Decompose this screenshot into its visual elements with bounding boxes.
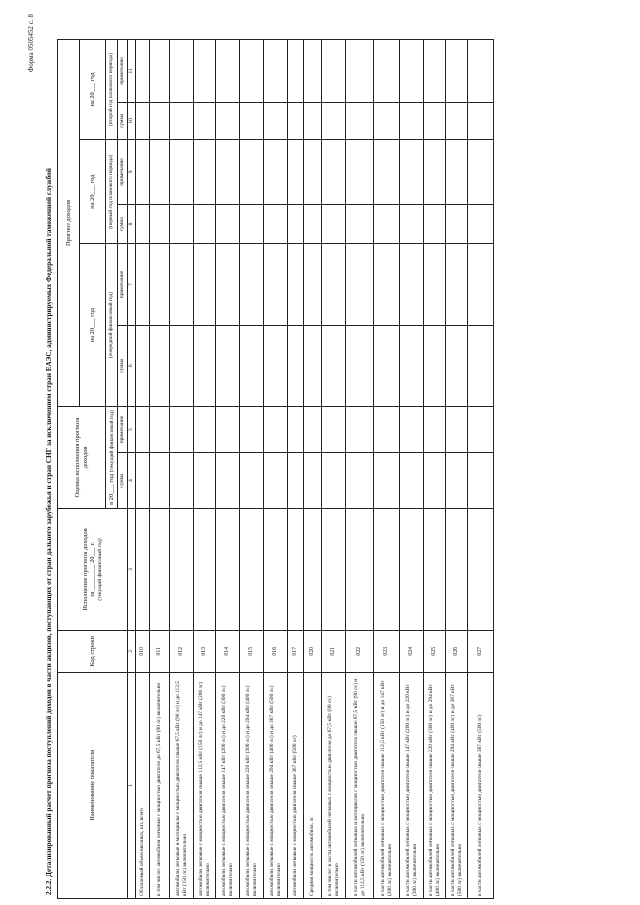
forecast-1-note: (очередной финансовый год) — [106, 244, 118, 407]
value-cell — [288, 102, 304, 139]
row-code: 010 — [136, 630, 150, 672]
value-cell — [446, 509, 468, 631]
row-name: в части автомобилей легковых с мощностью двигателя свыше 367 кВт (500 лс) — [468, 672, 494, 898]
value-cell — [264, 453, 288, 509]
value-cell — [304, 102, 322, 139]
table-row — [424, 40, 446, 899]
row-code: 027 — [468, 630, 494, 672]
value-cell — [374, 453, 400, 509]
value-cell — [424, 406, 446, 452]
column-number: 4 — [128, 453, 136, 509]
table-row — [400, 40, 424, 899]
column-number: 8 — [128, 204, 136, 243]
table-row — [322, 40, 346, 899]
row-name: в части автомобилей легковых с мощностью двигателя свыше 220 кВт (300 лс) и до 294 кВт (400 лс) включительно — [424, 672, 446, 898]
value-cell — [400, 204, 424, 243]
value-cell — [400, 509, 424, 631]
row-name: в части автомобилей легковых и мотоциклов с мощностью двигателя свыше 67,5 кВт (90 лс) и до 112,5 кВт (150 лс) включительно — [346, 672, 374, 898]
value-cell — [424, 453, 446, 509]
row-code: 025 — [424, 630, 446, 672]
value-cell — [322, 406, 346, 452]
column-number: 1 — [128, 672, 136, 898]
estimate-period-note: (текущий финансовый год) — [108, 410, 115, 473]
row-name: автомобили легковые и мотоциклы с мощностью двигателя свыше 67,5 кВт (90 лс) и до 112,5 кВт (150 лс) включительно — [170, 672, 194, 898]
value-cell — [150, 139, 170, 204]
forecast-1-sum-header: сумма — [118, 325, 128, 406]
forecast-3-sum-header: сумма — [118, 102, 128, 139]
row-code: 013 — [194, 630, 216, 672]
value-cell — [136, 453, 150, 509]
value-cell — [216, 139, 240, 204]
value-cell — [240, 509, 264, 631]
value-cell — [150, 244, 170, 325]
column-number: 3 — [128, 509, 136, 631]
value-cell — [304, 406, 322, 452]
value-cell — [240, 204, 264, 243]
row-code: 015 — [240, 630, 264, 672]
value-cell — [150, 102, 170, 139]
value-cell — [240, 325, 264, 406]
table-row — [136, 40, 150, 899]
header-code: Код строки — [58, 630, 128, 672]
table-body — [136, 40, 494, 899]
header-forecast-1 — [80, 244, 106, 407]
row-name: Средняя мощность автомобиля, лс — [304, 672, 322, 898]
column-number: 5 — [128, 406, 136, 452]
value-cell — [424, 509, 446, 631]
value-cell — [446, 244, 468, 325]
value-cell — [446, 406, 468, 452]
header-estimate-title: Оценка исполнения прогноза доходов — [74, 417, 89, 498]
value-cell — [346, 406, 374, 452]
value-cell — [170, 204, 194, 243]
value-cell — [468, 139, 494, 204]
column-number-row — [128, 40, 136, 899]
value-cell — [322, 40, 346, 103]
header-estimate-period — [106, 406, 118, 508]
section-title: 2.2.2. Детализированный расчет прогноза поступлений доходов в части акцизов, поступающих от стран дальнего зарубежья и стран СНГ за исключением стран ЕАЭС, администрируемых Федеральной таможенной службой — [45, 168, 53, 895]
value-cell — [264, 102, 288, 139]
value-cell — [322, 325, 346, 406]
value-cell — [150, 40, 170, 103]
row-code: 024 — [400, 630, 424, 672]
value-cell — [424, 139, 446, 204]
value-cell — [216, 204, 240, 243]
value-cell — [322, 453, 346, 509]
forecast-2-sum-header: сумма — [118, 204, 128, 243]
row-name: автомобили легковые с мощностью двигателя свыше 220 кВт (300 лс) и до 294 кВт (400 лс) включительно — [240, 672, 264, 898]
value-cell — [304, 325, 322, 406]
value-cell — [446, 139, 468, 204]
estimate-period: в 20___ год — [107, 473, 115, 505]
value-cell — [424, 325, 446, 406]
row-code: 012 — [170, 630, 194, 672]
value-cell — [468, 102, 494, 139]
value-cell — [424, 102, 446, 139]
forecast-3-remark-header: примечание — [118, 40, 128, 103]
row-code: 014 — [216, 630, 240, 672]
value-cell — [468, 325, 494, 406]
value-cell — [424, 244, 446, 325]
row-name: автомобили легковые с мощностью двигателя свыше 294 кВт (400 лс) и до 367 кВт (500 лс) включительно — [264, 672, 288, 898]
value-cell — [374, 102, 400, 139]
header-exec-line1: Исполнение прогноза доходов — [82, 528, 90, 611]
header-name: Наименование показателя — [58, 672, 128, 898]
forecast-1-remark-header: примечание — [118, 244, 128, 325]
value-cell — [194, 453, 216, 509]
row-code: 017 — [288, 630, 304, 672]
value-cell — [304, 244, 322, 325]
row-name: в том числе: автомобили легковые с мощностью двигателя до 67,5 кВт (90 лс) включительно — [150, 672, 170, 898]
value-cell — [170, 453, 194, 509]
value-cell — [374, 406, 400, 452]
header-estimate — [58, 406, 106, 508]
value-cell — [288, 406, 304, 452]
row-code: 020 — [304, 630, 322, 672]
value-cell — [170, 509, 194, 631]
table-row — [446, 40, 468, 899]
value-cell — [322, 509, 346, 631]
value-cell — [194, 325, 216, 406]
form-label: Форма 0505452 с. 8 — [28, 14, 35, 73]
row-code: 026 — [446, 630, 468, 672]
forecast-1-period: на 20___ год — [88, 308, 96, 343]
value-cell — [136, 139, 150, 204]
value-cell — [424, 204, 446, 243]
value-cell — [170, 406, 194, 452]
value-cell — [136, 204, 150, 243]
forecast-2-note: (первый год планового периода) — [106, 139, 118, 243]
column-number: 7 — [128, 244, 136, 325]
value-cell — [136, 244, 150, 325]
table-header — [58, 40, 136, 899]
value-cell — [264, 244, 288, 325]
value-cell — [400, 40, 424, 103]
column-number: 6 — [128, 325, 136, 406]
value-cell — [446, 325, 468, 406]
value-cell — [288, 139, 304, 204]
value-cell — [150, 325, 170, 406]
value-cell — [264, 204, 288, 243]
column-number: 2 — [128, 630, 136, 672]
value-cell — [468, 204, 494, 243]
value-cell — [194, 139, 216, 204]
value-cell — [264, 509, 288, 631]
value-cell — [322, 204, 346, 243]
value-cell — [468, 40, 494, 103]
value-cell — [264, 325, 288, 406]
value-cell — [288, 244, 304, 325]
value-cell — [216, 244, 240, 325]
value-cell — [194, 204, 216, 243]
estimate-note-header: примечание — [118, 406, 128, 452]
column-number: 11 — [128, 40, 136, 103]
value-cell — [216, 102, 240, 139]
value-cell — [264, 40, 288, 103]
table-row — [150, 40, 170, 899]
header-exec-line3: (текущий финансовый год) — [96, 538, 103, 601]
value-cell — [446, 204, 468, 243]
forecast-3-note: (второй год планового периода) — [106, 40, 118, 140]
value-cell — [194, 40, 216, 103]
value-cell — [322, 139, 346, 204]
table-row — [374, 40, 400, 899]
value-cell — [304, 509, 322, 631]
value-cell — [374, 325, 400, 406]
value-cell — [400, 244, 424, 325]
value-cell — [468, 453, 494, 509]
table-row — [170, 40, 194, 899]
value-cell — [288, 40, 304, 103]
value-cell — [136, 102, 150, 139]
value-cell — [216, 509, 240, 631]
forecast-2-remark-header: примечание — [118, 139, 128, 204]
value-cell — [288, 453, 304, 509]
value-cell — [346, 204, 374, 243]
value-cell — [150, 204, 170, 243]
header-exec-line2: за ________ 20___ г. — [89, 541, 97, 598]
forecast-table — [57, 39, 494, 899]
value-cell — [216, 406, 240, 452]
value-cell — [170, 325, 194, 406]
value-cell — [170, 102, 194, 139]
header-forecast-3 — [80, 40, 106, 140]
value-cell — [374, 509, 400, 631]
value-cell — [288, 509, 304, 631]
value-cell — [288, 204, 304, 243]
value-cell — [136, 40, 150, 103]
value-cell — [240, 102, 264, 139]
value-cell — [216, 40, 240, 103]
value-cell — [240, 40, 264, 103]
value-cell — [240, 406, 264, 452]
value-cell — [346, 102, 374, 139]
value-cell — [468, 509, 494, 631]
value-cell — [150, 453, 170, 509]
table-row — [304, 40, 322, 899]
value-cell — [194, 509, 216, 631]
value-cell — [446, 40, 468, 103]
header-forecast-title: Прогноз доходов — [58, 40, 80, 407]
value-cell — [240, 139, 264, 204]
column-number: 9 — [128, 139, 136, 204]
column-number: 10 — [128, 102, 136, 139]
table-row — [346, 40, 374, 899]
value-cell — [136, 325, 150, 406]
row-name: автомобили легковые с мощностью двигателя свыше 112,5 кВт (150 лс) и до 147 кВт (200 лс) включительно — [194, 672, 216, 898]
value-cell — [400, 139, 424, 204]
value-cell — [304, 40, 322, 103]
value-cell — [446, 453, 468, 509]
header-forecast-2 — [80, 139, 106, 243]
row-code: 016 — [264, 630, 288, 672]
row-name: автомобили легковые с мощностью двигателя свыше 367 кВт (500 лс) — [288, 672, 304, 898]
estimate-sum-header: сумма — [118, 453, 128, 509]
value-cell — [304, 139, 322, 204]
value-cell — [240, 244, 264, 325]
value-cell — [150, 406, 170, 452]
value-cell — [468, 406, 494, 452]
row-code: 022 — [346, 630, 374, 672]
value-cell — [264, 406, 288, 452]
value-cell — [400, 453, 424, 509]
value-cell — [374, 40, 400, 103]
value-cell — [136, 509, 150, 631]
value-cell — [194, 406, 216, 452]
value-cell — [346, 40, 374, 103]
table-row — [468, 40, 494, 899]
value-cell — [264, 139, 288, 204]
row-name: в части автомобилей легковых с мощностью двигателя свыше 147 кВт (200 лс) и до 220 кВт (300 лс) включительно — [400, 672, 424, 898]
value-cell — [194, 244, 216, 325]
value-cell — [400, 406, 424, 452]
value-cell — [170, 244, 194, 325]
value-cell — [400, 102, 424, 139]
row-code: 011 — [150, 630, 170, 672]
value-cell — [346, 325, 374, 406]
table-row — [216, 40, 240, 899]
row-code: 021 — [322, 630, 346, 672]
value-cell — [374, 204, 400, 243]
value-cell — [170, 139, 194, 204]
row-name: в части автомобилей легковых с мощностью двигателя свыше 294 кВт (400 лс) и до 367 кВт (500 лс) включительно — [446, 672, 468, 898]
value-cell — [322, 102, 346, 139]
value-cell — [304, 453, 322, 509]
value-cell — [322, 244, 346, 325]
value-cell — [468, 244, 494, 325]
table-row — [194, 40, 216, 899]
value-cell — [374, 244, 400, 325]
value-cell — [424, 40, 446, 103]
value-cell — [374, 139, 400, 204]
value-cell — [170, 40, 194, 103]
value-cell — [346, 244, 374, 325]
value-cell — [346, 139, 374, 204]
value-cell — [216, 325, 240, 406]
value-cell — [446, 102, 468, 139]
row-code: 023 — [374, 630, 400, 672]
table-row — [264, 40, 288, 899]
row-name: автомобили легковые с мощностью двигателя свыше 147 кВт (200 лс) и до 220 кВт (300 лс) включительно — [216, 672, 240, 898]
row-name: в том числе: в части автомобилей легковых с мощностью двигателя до 67,5 кВт (90 лс) включительно — [322, 672, 346, 898]
row-name: в части автомобилей легковых с мощностью двигателя свыше 112,5 кВт (150 лс) и до 147 кВт (200 лс) включительно — [374, 672, 400, 898]
table-row — [240, 40, 264, 899]
forecast-2-period: на 20___ год — [88, 174, 96, 209]
row-name: Облагаемый объем ввозных, шт, всего — [136, 672, 150, 898]
value-cell — [216, 453, 240, 509]
table-row — [288, 40, 304, 899]
header-exec — [58, 509, 128, 631]
forecast-3-period: на 20___ год — [88, 72, 96, 107]
value-cell — [400, 325, 424, 406]
value-cell — [136, 406, 150, 452]
value-cell — [150, 509, 170, 631]
value-cell — [240, 453, 264, 509]
value-cell — [304, 204, 322, 243]
value-cell — [288, 325, 304, 406]
value-cell — [346, 453, 374, 509]
value-cell — [346, 509, 374, 631]
value-cell — [194, 102, 216, 139]
